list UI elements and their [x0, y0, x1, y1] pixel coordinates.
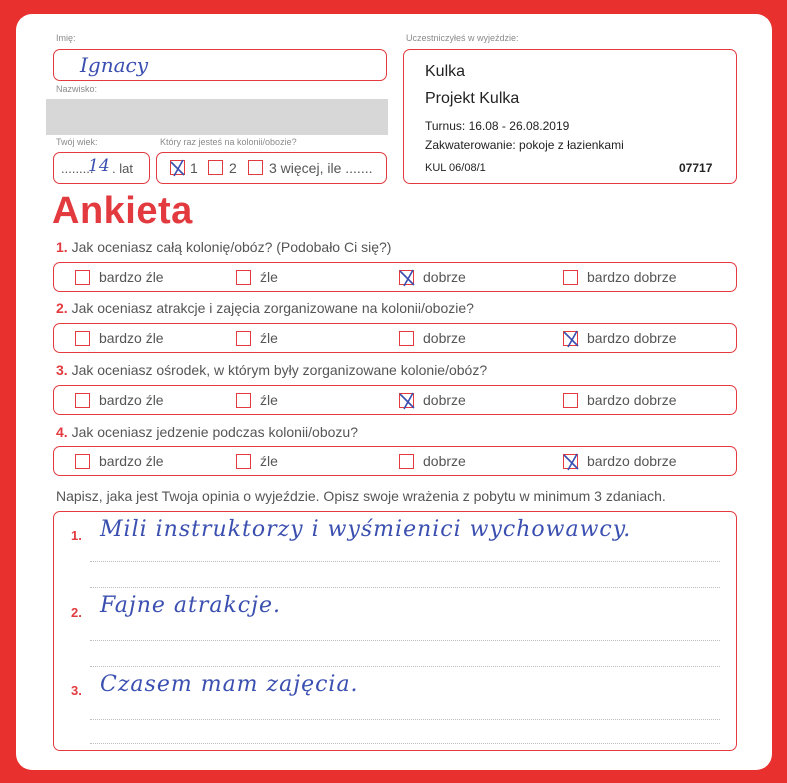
age-value: 14: [88, 156, 110, 176]
question-number: 2.: [56, 300, 68, 316]
check-mark-icon: [168, 158, 187, 177]
rating-checkbox[interactable]: [563, 393, 578, 408]
question-number: 4.: [56, 424, 68, 440]
name-label: Imię:: [56, 33, 76, 43]
age-dots: .........: [61, 161, 94, 176]
rating-option-label: bardzo źle: [99, 330, 164, 346]
trip-turnus: Turnus: 16.08 - 26.08.2019: [425, 119, 570, 133]
question-number: 3.: [56, 362, 68, 378]
rating-option-label: źle: [260, 453, 278, 469]
trip-label: Uczestniczyłeś w wyjeździe:: [406, 33, 519, 43]
question-text: Jak oceniasz jedzenie podczas kolonii/obozu?: [71, 424, 358, 440]
answer-text: Fajne atrakcje.: [100, 593, 281, 618]
answer-number: 2.: [71, 605, 82, 620]
times-option-1: 1: [190, 160, 198, 176]
rating-checkbox[interactable]: [236, 454, 251, 469]
rating-option-label: bardzo dobrze: [587, 453, 677, 469]
surname-label: Nazwisko:: [56, 84, 98, 94]
rating-option-label: bardzo źle: [99, 453, 164, 469]
rating-checkbox[interactable]: [236, 393, 251, 408]
trip-code: KUL 06/08/1: [425, 162, 486, 174]
check-mark-icon: [397, 268, 416, 287]
trip-number: 07717: [679, 161, 713, 175]
name-field[interactable]: [53, 49, 387, 81]
trip-zakwaterowanie: Zakwaterowanie: pokoje z łazienkami: [425, 138, 624, 152]
question-1: [56, 239, 391, 255]
line-divider: [90, 719, 720, 720]
times-option-3: 3 więcej, ile .......: [269, 160, 373, 176]
times-label: Który raz jesteś na kolonii/obozie?: [160, 137, 297, 147]
rating-checkbox[interactable]: [563, 331, 578, 346]
rating-option-label: źle: [260, 330, 278, 346]
times-checkbox-2[interactable]: [208, 160, 223, 175]
check-mark-icon: [397, 391, 416, 410]
age-suffix: . lat: [112, 161, 133, 176]
question-3: [56, 362, 487, 378]
line-divider: [90, 666, 720, 667]
rating-checkbox[interactable]: [75, 270, 90, 285]
rating-option-label: bardzo dobrze: [587, 330, 677, 346]
answer-number: 1.: [71, 528, 82, 543]
question-text: Jak oceniasz atrakcje i zajęcia zorganizowane na kolonii/obozie?: [71, 300, 474, 316]
line-divider: [90, 743, 720, 744]
question-text: Jak oceniasz całą kolonię/obóz? (Podobało Ci się?): [71, 239, 392, 255]
age-label: Twój wiek:: [56, 137, 98, 147]
question-text: Jak oceniasz ośrodek, w którym były zorganizowane kolonie/obóz?: [71, 362, 488, 378]
opinion-box[interactable]: [53, 511, 737, 751]
line-divider: [90, 640, 720, 641]
rating-checkbox[interactable]: [75, 454, 90, 469]
rating-checkbox[interactable]: [75, 393, 90, 408]
check-mark-icon: [561, 329, 580, 348]
times-checkbox-3[interactable]: [248, 160, 263, 175]
rating-option-label: bardzo dobrze: [587, 269, 677, 285]
rating-checkbox[interactable]: [236, 270, 251, 285]
opinion-prompt: Napisz, jaka jest Twoja opinia o wyjeździe. Opisz swoje wrażenia z pobytu w minimum 3 zdaniach.: [56, 488, 666, 504]
rating-option-label: dobrze: [423, 330, 466, 346]
form-title: Ankieta: [52, 190, 193, 232]
rating-option-label: dobrze: [423, 453, 466, 469]
surname-redaction: [46, 99, 388, 135]
line-divider: [90, 561, 720, 562]
rating-checkbox[interactable]: [236, 331, 251, 346]
name-value: Ignacy: [80, 53, 149, 77]
rating-checkbox[interactable]: [75, 331, 90, 346]
rating-option-label: bardzo dobrze: [587, 392, 677, 408]
rating-option-label: bardzo źle: [99, 392, 164, 408]
question-number: 1.: [56, 239, 68, 255]
rating-checkbox[interactable]: [399, 331, 414, 346]
answer-text: Mili instruktorzy i wyśmienici wychowawcy.: [100, 517, 632, 542]
rating-checkbox[interactable]: [399, 393, 414, 408]
rating-checkbox[interactable]: [563, 454, 578, 469]
trip-project: Projekt Kulka: [425, 90, 520, 107]
rating-option-label: dobrze: [423, 269, 466, 285]
rating-checkbox[interactable]: [399, 270, 414, 285]
times-option-2: 2: [229, 160, 237, 176]
rating-checkbox[interactable]: [563, 270, 578, 285]
question-4: [56, 424, 358, 440]
trip-box: [403, 49, 737, 184]
times-checkbox-1[interactable]: [170, 160, 185, 175]
rating-option-label: źle: [260, 392, 278, 408]
trip-name: Kulka: [425, 63, 466, 80]
age-field[interactable]: [53, 152, 150, 184]
rating-checkbox[interactable]: [399, 454, 414, 469]
answer-number: 3.: [71, 683, 82, 698]
rating-option-label: bardzo źle: [99, 269, 164, 285]
answer-text: Czasem mam zajęcia.: [100, 672, 359, 697]
check-mark-icon: [561, 452, 580, 471]
rating-option-label: źle: [260, 269, 278, 285]
line-divider: [90, 587, 720, 588]
question-2: [56, 300, 474, 316]
rating-option-label: dobrze: [423, 392, 466, 408]
